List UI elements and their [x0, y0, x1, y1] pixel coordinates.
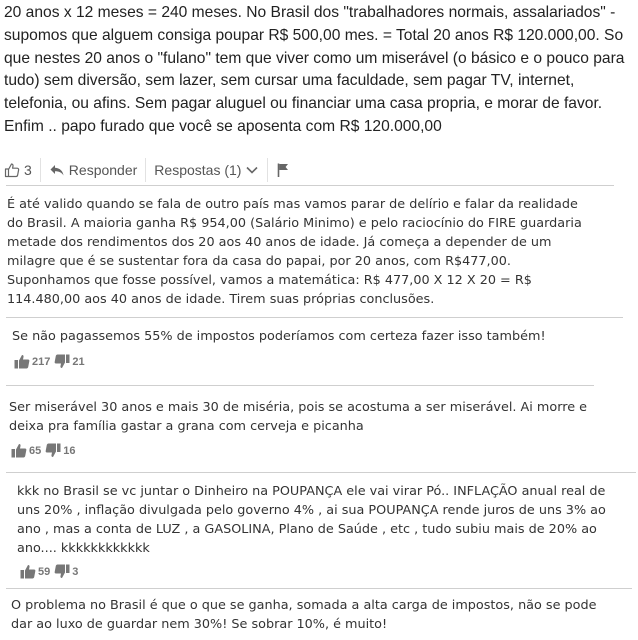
chevron-down-icon	[245, 165, 259, 175]
upvote-count: 217	[32, 355, 51, 368]
reply-arrow-icon	[49, 163, 65, 177]
thumbs-up-icon	[4, 162, 20, 178]
like-count: 3	[24, 162, 32, 178]
comment-text: kkk no Brasil se vc juntar o Dinheiro na POUPANÇA ele vai virar Pó.. INFLAÇÃO anual real de uns 20% , inflação divulgada pelo governo 4% , ai sua POUPANÇA rende juros de uns 3% ao ano , mas a conta de LUZ , a GASOLINA, Plano de Saúde , etc , tudo subiu mais de 20% ao ano.... kkkkkkkkkkkk	[17, 484, 606, 556]
divider	[6, 472, 636, 473]
report-button[interactable]	[268, 158, 298, 182]
reply-button[interactable]	[41, 158, 147, 182]
comment-text: O problema no Brasil é que o que se ganha, somada a alta carga de impostos, não se pode dar ao luxo de guardar nem 30%! Se sobrar 10%, é muito!	[11, 598, 597, 632]
divider	[6, 588, 632, 589]
flag-icon	[276, 162, 290, 178]
downvote-count: 21	[72, 355, 85, 368]
comment-text: Se não pagassemos 55% de impostos poderíamos com certeza fazer isso também!	[12, 329, 546, 344]
reply-label: Responder	[68, 162, 138, 178]
divider	[6, 317, 623, 318]
comment-votes	[11, 443, 80, 458]
downvote-count: 3	[72, 565, 79, 578]
thumbs-up-icon[interactable]	[20, 564, 36, 579]
divider	[6, 385, 594, 386]
replies-toggle[interactable]	[146, 158, 268, 182]
comment-votes	[20, 564, 82, 579]
upvote-count: 59	[38, 565, 51, 578]
thumbs-up-icon[interactable]	[14, 354, 30, 369]
comment-actions	[4, 158, 298, 182]
thumbs-up-icon[interactable]	[11, 443, 27, 458]
upvote-count: 65	[29, 444, 42, 457]
comment-text: É até valido quando se fala de outro país mas vamos parar de delírio e falar da realidade do Brasil. A maioria ganha R$ 954,00 (Salário Minimo) e pelo raciocínio do FIRE guardaria metade dos rendimentos dos 20 aos 40 anos de idade. Já começa a depender de um milagre que é se sustentar fora da casa do papai, por 20 anos, com R$477,00. Suponhamos que fosse possível, vamos a matemática: R$ 477,00 X 12 X 20 = R$ 114.480,00 aos 40 anos de idade. Tirem suas próprias conclusões.	[7, 197, 582, 307]
thumbs-down-icon[interactable]	[45, 443, 61, 458]
comment-votes	[14, 354, 89, 369]
comment-text: Ser miserável 30 anos e mais 30 de miséria, pois se acostuma a ser miserável. Ai morre e deixa pra família gastar a grana com cerveja e picanha	[9, 400, 588, 434]
divider	[6, 185, 614, 186]
replies-label: Respostas (1)	[154, 162, 242, 178]
thumbs-down-icon[interactable]	[54, 564, 70, 579]
main-comment-text: 20 anos x 12 meses = 240 meses. No Brasil dos "trabalhadores normais, assalariados" - supomos que alguem consiga poupar R$ 500,00 mes. = Total 20 anos R$ 120.000,00. So que nestes 20 anos o "fulano" tem que viver como um miserável (o básico e o pouco para tudo) sem diversão, sem lazer, sem cursar uma faculdade, sem pagar TV, internet, telefonia, ou afins. Sem pagar aluguel ou financiar uma casa propria, e morar de favor. Enfim .. papo furado que você se aposenta com R$ 120.000,00	[4, 4, 625, 135]
thumbs-down-icon[interactable]	[54, 354, 70, 369]
downvote-count: 16	[63, 444, 76, 457]
like-button[interactable]	[4, 158, 41, 182]
